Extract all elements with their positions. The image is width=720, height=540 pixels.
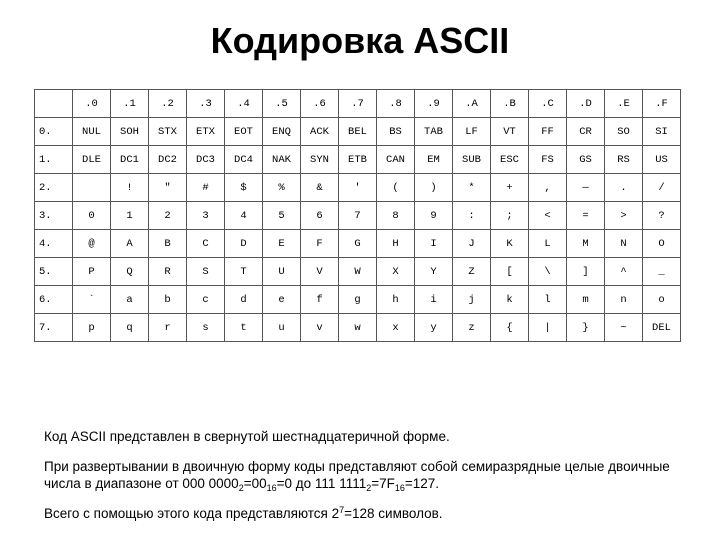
table-row xyxy=(35,230,681,258)
note-binary-range: При развертывании в двоичную форму коды представляют собой семиразрядные целые двоичные числа в диапазоне от 000 $0000_2=00_{16}=0$ до 111 $1111_2=7F_{16}=127$. xyxy=(44,459,670,493)
table-cell: X xyxy=(377,258,415,286)
note-total-symbols: Всего с помощью этого кода представляются $2^7=128$ символов. xyxy=(44,505,443,521)
table-cell: t xyxy=(225,314,263,342)
table-cell: DC4 xyxy=(225,146,263,174)
table-cell: 1 xyxy=(111,202,149,230)
column-header: .C xyxy=(529,90,567,118)
column-header: .D xyxy=(567,90,605,118)
table-cell: } xyxy=(567,314,605,342)
table-cell: " xyxy=(149,174,187,202)
table-cell: Z xyxy=(453,258,491,286)
table-cell: — xyxy=(567,174,605,202)
table-cell: p xyxy=(73,314,111,342)
table-cell: > xyxy=(605,202,643,230)
table-cell: F xyxy=(301,230,339,258)
table-cell: ETB xyxy=(339,146,377,174)
column-header: .2 xyxy=(149,90,187,118)
table-cell: EM xyxy=(415,146,453,174)
table-cell: % xyxy=(263,174,301,202)
table-cell: TAB xyxy=(415,118,453,146)
column-header: .7 xyxy=(339,90,377,118)
table-cell: V xyxy=(301,258,339,286)
table-cell: ~ xyxy=(605,314,643,342)
table-cell: k xyxy=(491,286,529,314)
table-cell: G xyxy=(339,230,377,258)
table-cell: l xyxy=(529,286,567,314)
table-cell: [ xyxy=(491,258,529,286)
table-cell: RS xyxy=(605,146,643,174)
table-cell: BS xyxy=(377,118,415,146)
table-cell: u xyxy=(263,314,301,342)
table-cell: s xyxy=(187,314,225,342)
table-row xyxy=(35,314,681,342)
table-row xyxy=(35,202,681,230)
table-cell: M xyxy=(567,230,605,258)
table-cell: GS xyxy=(567,146,605,174)
table-cell: f xyxy=(301,286,339,314)
table-cell: h xyxy=(377,286,415,314)
table-cell: 6 xyxy=(301,202,339,230)
table-cell: K xyxy=(491,230,529,258)
table-cell: ] xyxy=(567,258,605,286)
table-cell: $ xyxy=(225,174,263,202)
table-cell: v xyxy=(301,314,339,342)
table-cell: B xyxy=(149,230,187,258)
table-cell: I xyxy=(415,230,453,258)
table-cell: y xyxy=(415,314,453,342)
table-cell: S xyxy=(187,258,225,286)
table-cell: < xyxy=(529,202,567,230)
table-cell: # xyxy=(187,174,225,202)
table-cell: E xyxy=(263,230,301,258)
table-cell: { xyxy=(491,314,529,342)
table-row xyxy=(35,174,681,202)
table-cell: DC2 xyxy=(149,146,187,174)
column-header: .0 xyxy=(73,90,111,118)
table-cell: CR xyxy=(567,118,605,146)
note-compressed-hex: Код ASCII представлен в свернутой шестнадцатеричной форме. xyxy=(44,429,450,444)
table-cell: Y xyxy=(415,258,453,286)
table-cell: DEL xyxy=(643,314,681,342)
table-cell: m xyxy=(567,286,605,314)
table-cell: + xyxy=(491,174,529,202)
column-header: .A xyxy=(453,90,491,118)
column-header: .3 xyxy=(187,90,225,118)
table-cell: _ xyxy=(643,258,681,286)
table-cell: : xyxy=(453,202,491,230)
table-cell: b xyxy=(149,286,187,314)
table-cell: n xyxy=(605,286,643,314)
table-cell: e xyxy=(263,286,301,314)
table-row xyxy=(35,118,681,146)
table-cell: o xyxy=(643,286,681,314)
column-header: .E xyxy=(605,90,643,118)
notes xyxy=(44,428,694,535)
table-cell: r xyxy=(149,314,187,342)
table-cell: c xyxy=(187,286,225,314)
table-cell: SOH xyxy=(111,118,149,146)
table-corner-cell xyxy=(35,90,73,118)
table-cell: T xyxy=(225,258,263,286)
table-cell: ; xyxy=(491,202,529,230)
table-cell: H xyxy=(377,230,415,258)
table-cell: * xyxy=(453,174,491,202)
table-cell: x xyxy=(377,314,415,342)
column-header: .6 xyxy=(301,90,339,118)
table-cell: 5 xyxy=(263,202,301,230)
row-header: 6. xyxy=(35,286,73,314)
table-cell: | xyxy=(529,314,567,342)
table-cell: C xyxy=(187,230,225,258)
table-cell: ENQ xyxy=(263,118,301,146)
table-cell: VT xyxy=(491,118,529,146)
table-cell: 8 xyxy=(377,202,415,230)
table-cell: L xyxy=(529,230,567,258)
table-cell: SI xyxy=(643,118,681,146)
table-row xyxy=(35,286,681,314)
table-cell: N xyxy=(605,230,643,258)
row-header: 7. xyxy=(35,314,73,342)
table-row xyxy=(35,258,681,286)
table-cell: z xyxy=(453,314,491,342)
table-cell: j xyxy=(453,286,491,314)
table-cell: 0 xyxy=(73,202,111,230)
table-cell: 9 xyxy=(415,202,453,230)
table-cell: ^ xyxy=(605,258,643,286)
table-cell: SYN xyxy=(301,146,339,174)
table-cell: SO xyxy=(605,118,643,146)
column-header: .8 xyxy=(377,90,415,118)
row-header: 5. xyxy=(35,258,73,286)
table-cell: DC1 xyxy=(111,146,149,174)
table-cell: FS xyxy=(529,146,567,174)
table-cell: ` xyxy=(73,286,111,314)
table-cell: / xyxy=(643,174,681,202)
column-header: .1 xyxy=(111,90,149,118)
table-cell: 4 xyxy=(225,202,263,230)
table-cell xyxy=(73,174,111,202)
table-cell: LF xyxy=(453,118,491,146)
table-cell: R xyxy=(149,258,187,286)
table-cell: NAK xyxy=(263,146,301,174)
table-cell: a xyxy=(111,286,149,314)
column-header: .9 xyxy=(415,90,453,118)
table-cell: A xyxy=(111,230,149,258)
table-cell: D xyxy=(225,230,263,258)
table-cell: O xyxy=(643,230,681,258)
table-cell: 3 xyxy=(187,202,225,230)
table-cell: ' xyxy=(339,174,377,202)
table-cell: SUB xyxy=(453,146,491,174)
table-cell: CAN xyxy=(377,146,415,174)
table-cell: DC3 xyxy=(187,146,225,174)
table-header-row xyxy=(35,90,681,118)
table-cell: i xyxy=(415,286,453,314)
table-cell: & xyxy=(301,174,339,202)
table-cell: STX xyxy=(149,118,187,146)
table-cell: Q xyxy=(111,258,149,286)
column-header: .4 xyxy=(225,90,263,118)
row-header: 1. xyxy=(35,146,73,174)
table-cell: = xyxy=(567,202,605,230)
table-cell: ESC xyxy=(491,146,529,174)
table-cell: ) xyxy=(415,174,453,202)
table-cell: W xyxy=(339,258,377,286)
table-cell: . xyxy=(605,174,643,202)
table-cell: ACK xyxy=(301,118,339,146)
row-header: 4. xyxy=(35,230,73,258)
table-cell: q xyxy=(111,314,149,342)
table-row xyxy=(35,146,681,174)
ascii-table xyxy=(34,89,681,342)
table-cell: BEL xyxy=(339,118,377,146)
table-cell: P xyxy=(73,258,111,286)
table-cell: g xyxy=(339,286,377,314)
table-cell: DLE xyxy=(73,146,111,174)
table-cell: @ xyxy=(73,230,111,258)
column-header: .5 xyxy=(263,90,301,118)
table-cell: 2 xyxy=(149,202,187,230)
table-cell: ( xyxy=(377,174,415,202)
table-cell: \ xyxy=(529,258,567,286)
page-title: Кодировка ASCII xyxy=(210,20,510,61)
table-cell: ? xyxy=(643,202,681,230)
table-cell: US xyxy=(643,146,681,174)
table-cell: J xyxy=(453,230,491,258)
table-cell: FF xyxy=(529,118,567,146)
row-header: 3. xyxy=(35,202,73,230)
table-cell: 7 xyxy=(339,202,377,230)
table-cell: w xyxy=(339,314,377,342)
row-header: 2. xyxy=(35,174,73,202)
table-cell: NUL xyxy=(73,118,111,146)
table-cell: d xyxy=(225,286,263,314)
table-cell: U xyxy=(263,258,301,286)
table-cell: , xyxy=(529,174,567,202)
table-cell: ETX xyxy=(187,118,225,146)
table-cell: ! xyxy=(111,174,149,202)
table-cell: EOT xyxy=(225,118,263,146)
column-header: .B xyxy=(491,90,529,118)
row-header: 0. xyxy=(35,118,73,146)
column-header: .F xyxy=(643,90,681,118)
